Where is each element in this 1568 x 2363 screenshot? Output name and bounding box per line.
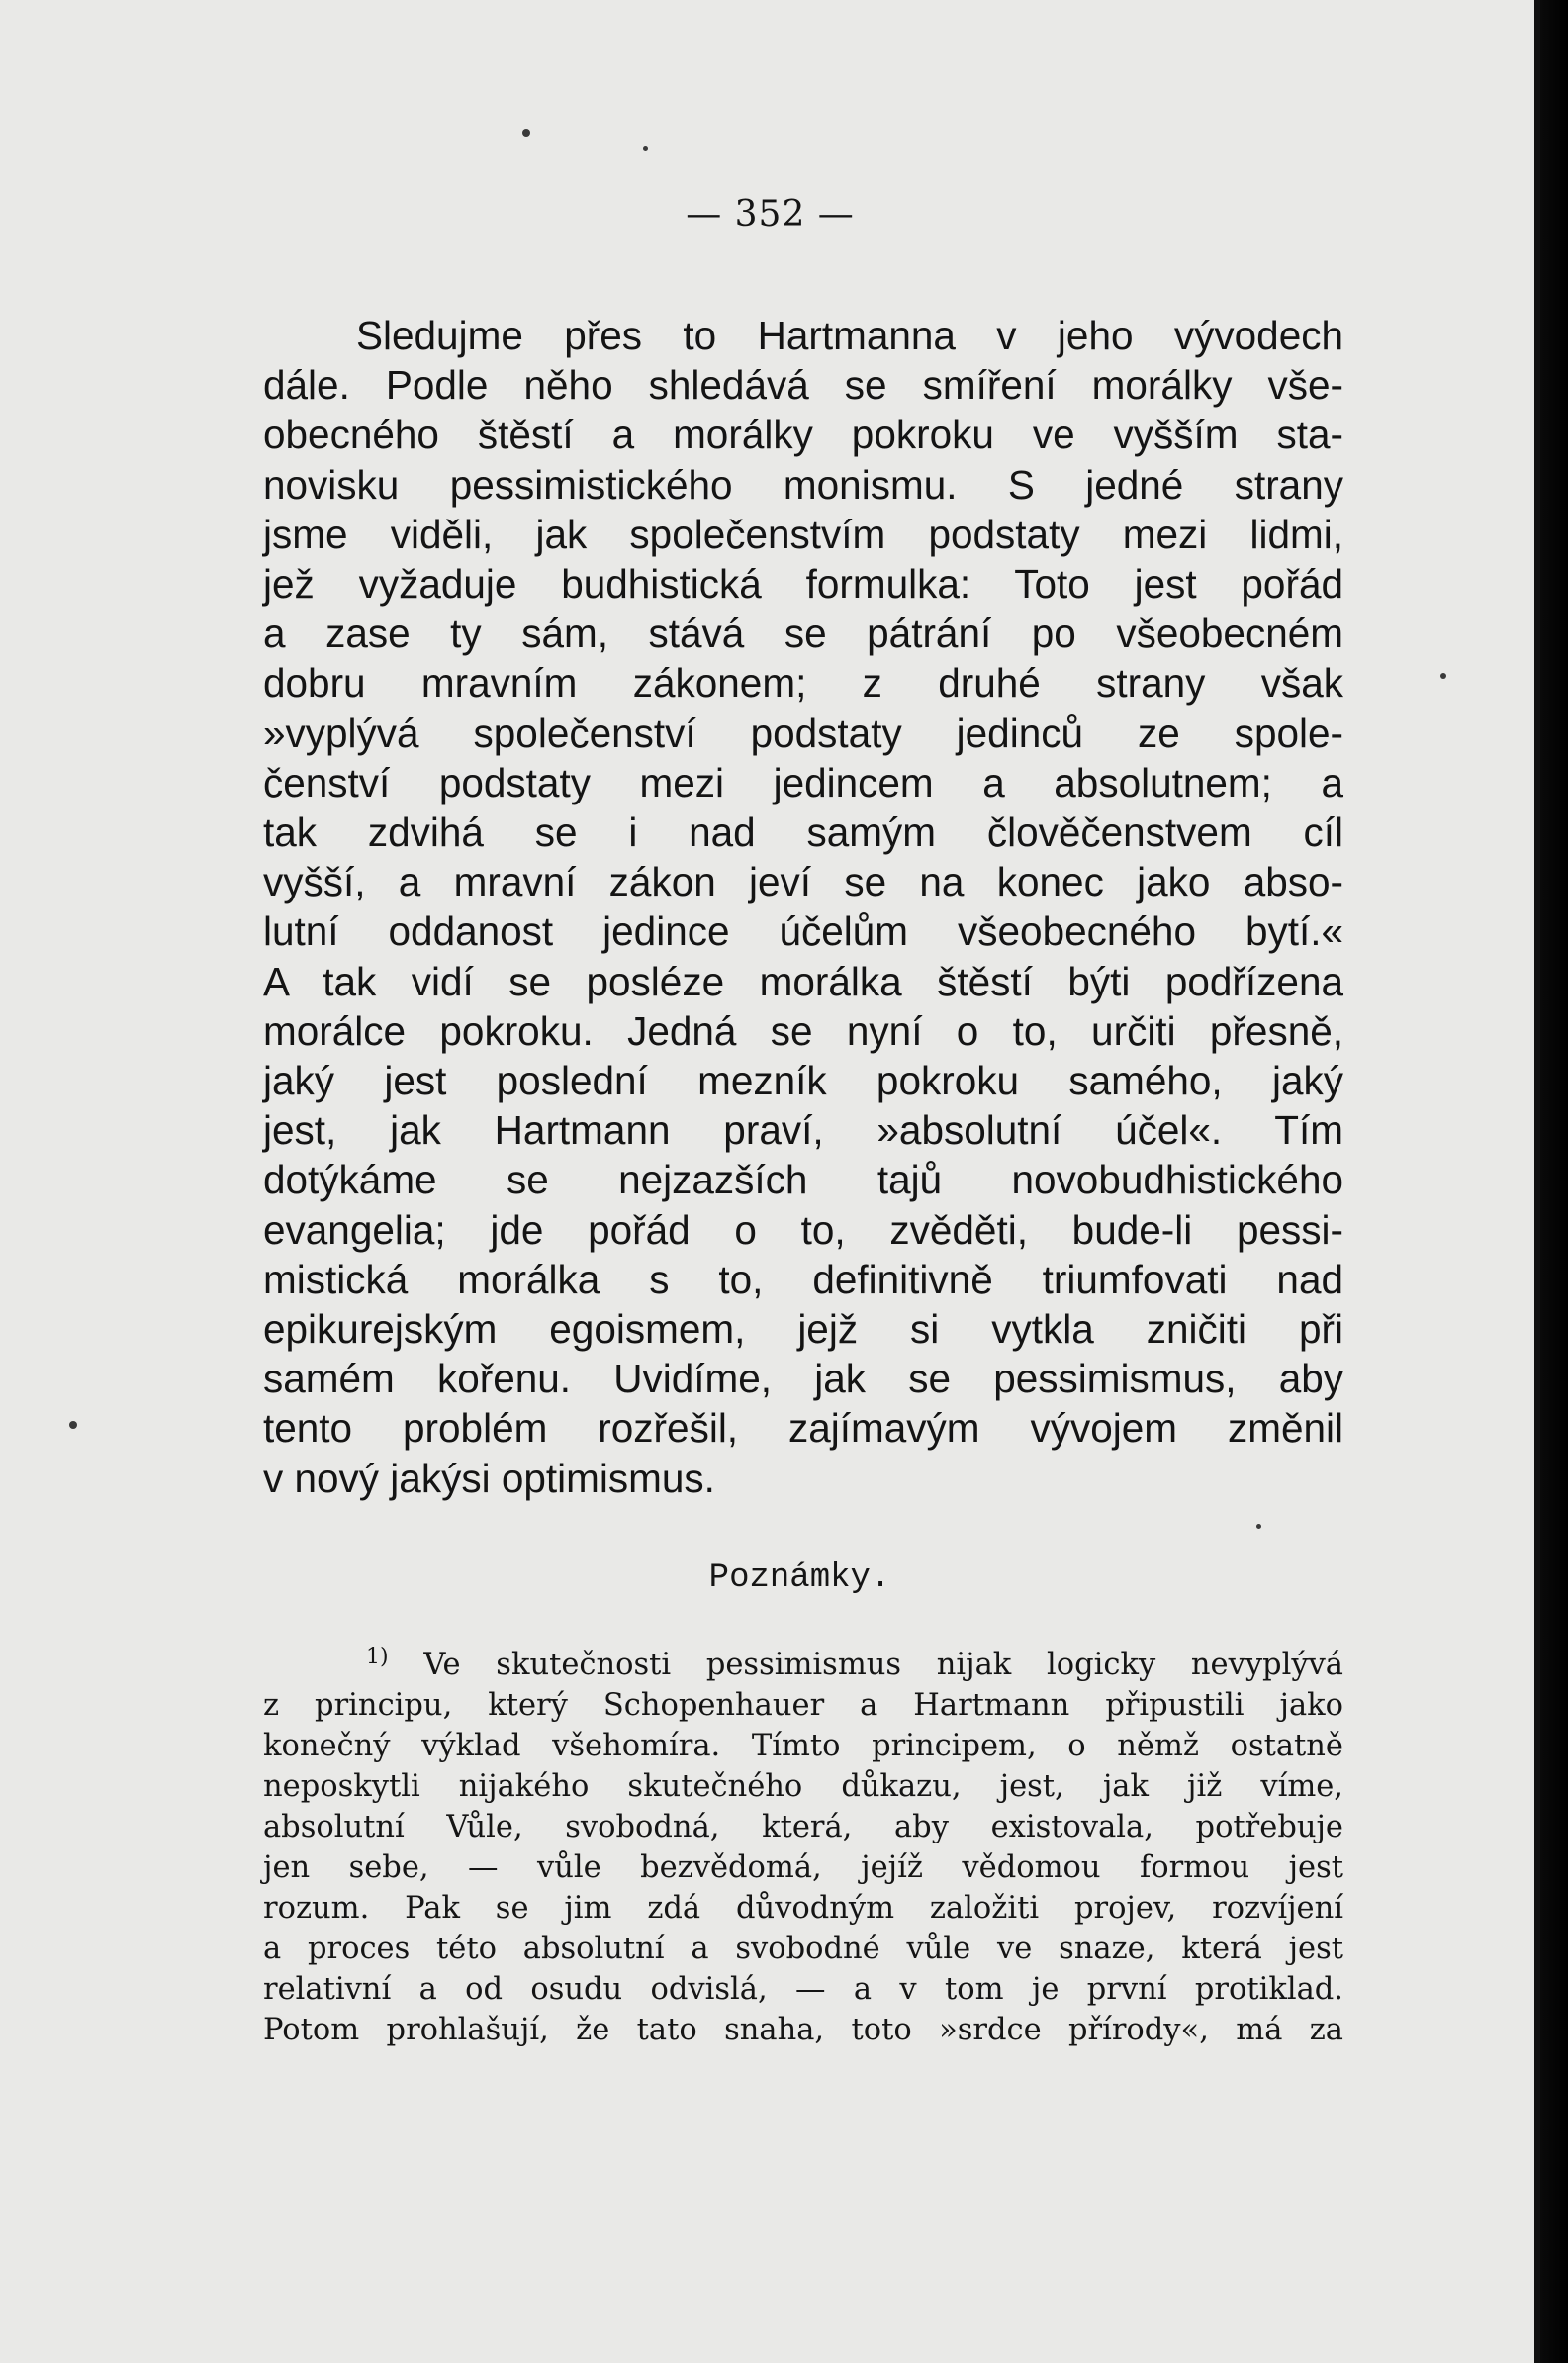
text-line: tak zdvihá se i nad samým člověčenstvem cíl: [263, 809, 1343, 856]
text-line: tento problém rozřešil, zajímavým vývojem změnil: [263, 1405, 1343, 1452]
text-line: vyšší, a mravní zákon jeví se na konec jako abso-: [263, 859, 1343, 905]
text-line: dotýkáme se nejzazších tajů novobudhistického: [263, 1157, 1343, 1203]
text-line: lutní oddanost jedince účelům všeobecného bytí.«: [263, 908, 1343, 955]
text-line: novisku pessimistického monismu. S jedné strany: [263, 461, 1343, 508]
text-line: v nový jakýsi optimismus.: [263, 1455, 715, 1501]
text-line: a zase ty sám, stává se pátrání po všeobecném: [263, 611, 1343, 657]
print-speck: [1256, 1524, 1261, 1529]
print-speck: [522, 129, 530, 137]
footnote-line: a proces této absolutní a svobodné vůle ve snaze, která jest: [263, 1932, 1343, 1966]
text-line: dobru mravním zákonem; z druhé strany však: [263, 660, 1343, 707]
footnote-line: rozum. Pak se jim zdá důvodným založiti projev, rozvíjení: [263, 1891, 1343, 1926]
footnote-line: z principu, který Schopenhauer a Hartmann připustili jako: [263, 1688, 1343, 1723]
text-line: obecného štěstí a morálky pokroku ve vyšším sta-: [263, 412, 1343, 458]
text-line: čenství podstaty mezi jedincem a absolutnem; a: [263, 759, 1343, 805]
print-speck: [643, 146, 648, 151]
text-line: mistická morálka s to, definitivně triumfovati nad: [263, 1256, 1343, 1302]
text-line: Sledujme přes to Hartmanna v jeho vývodech: [356, 313, 1343, 358]
text-line: »vyplývá společenství podstaty jedinců ze spole-: [263, 709, 1343, 756]
text-line: epikurejským egoismem, jejž si vytkla zničiti při: [263, 1306, 1343, 1353]
page-edge-shadow: [1540, 0, 1568, 2363]
text-line: A tak vidí se posléze morálka štěstí býti podřízena: [263, 958, 1343, 1004]
text-line: samém kořenu. Uvidíme, jak se pessimismus, aby: [263, 1356, 1343, 1402]
text-line: jsme viděli, jak společenstvím podstaty mezi lidmi,: [263, 511, 1343, 557]
footnote-line: neposkytli nijakého skutečného důkazu, jest, jak již víme,: [263, 1769, 1343, 1804]
footnote-line: konečný výklad všehomíra. Tímto principem, o němž ostatně: [263, 1729, 1343, 1763]
text-line: dále. Podle něho shledává se smíření morálky vše-: [263, 362, 1343, 409]
text-line: morálce pokroku. Jedná se nyní o to, určiti přesně,: [263, 1007, 1343, 1054]
print-speck: [1440, 673, 1446, 679]
print-speck: [69, 1421, 77, 1429]
footnote-line: [263, 1645, 1343, 1685]
body-paragraph: [263, 311, 1343, 1503]
footnote-line: Potom prohlašují, že tato snaha, toto »srdce přírody«, má za: [263, 2013, 1343, 2047]
footnote-line: relativní a od osudu odvislá, — a v tom je první protiklad.: [263, 1972, 1343, 2007]
footnote-line: jen sebe, — vůle bezvědomá, jejíž vědomou formou jest: [263, 1850, 1343, 1885]
text-line: evangelia; jde pořád o to, zvěděti, bude-li pessi-: [263, 1206, 1343, 1253]
text-line: jest, jak Hartmann praví, »absolutní účel«. Tím: [263, 1107, 1343, 1154]
text-line: jaký jest poslední mezník pokroku samého, jaký: [263, 1058, 1343, 1104]
footnote-marker: 1): [366, 1644, 389, 1669]
footnote-line: absolutní Vůle, svobodná, která, aby existovala, potřebuje: [263, 1810, 1343, 1844]
footnote: [263, 1645, 1343, 2050]
notes-heading: Poznámky.: [708, 1560, 891, 1597]
page-number: — 352 —: [686, 194, 855, 235]
text-line: jež vyžaduje budhistická formulka: Toto jest pořád: [263, 561, 1343, 608]
footnote-first-line: Ve skutečnosti pessimismus nijak logicky nevyplývá: [423, 1648, 1343, 1682]
